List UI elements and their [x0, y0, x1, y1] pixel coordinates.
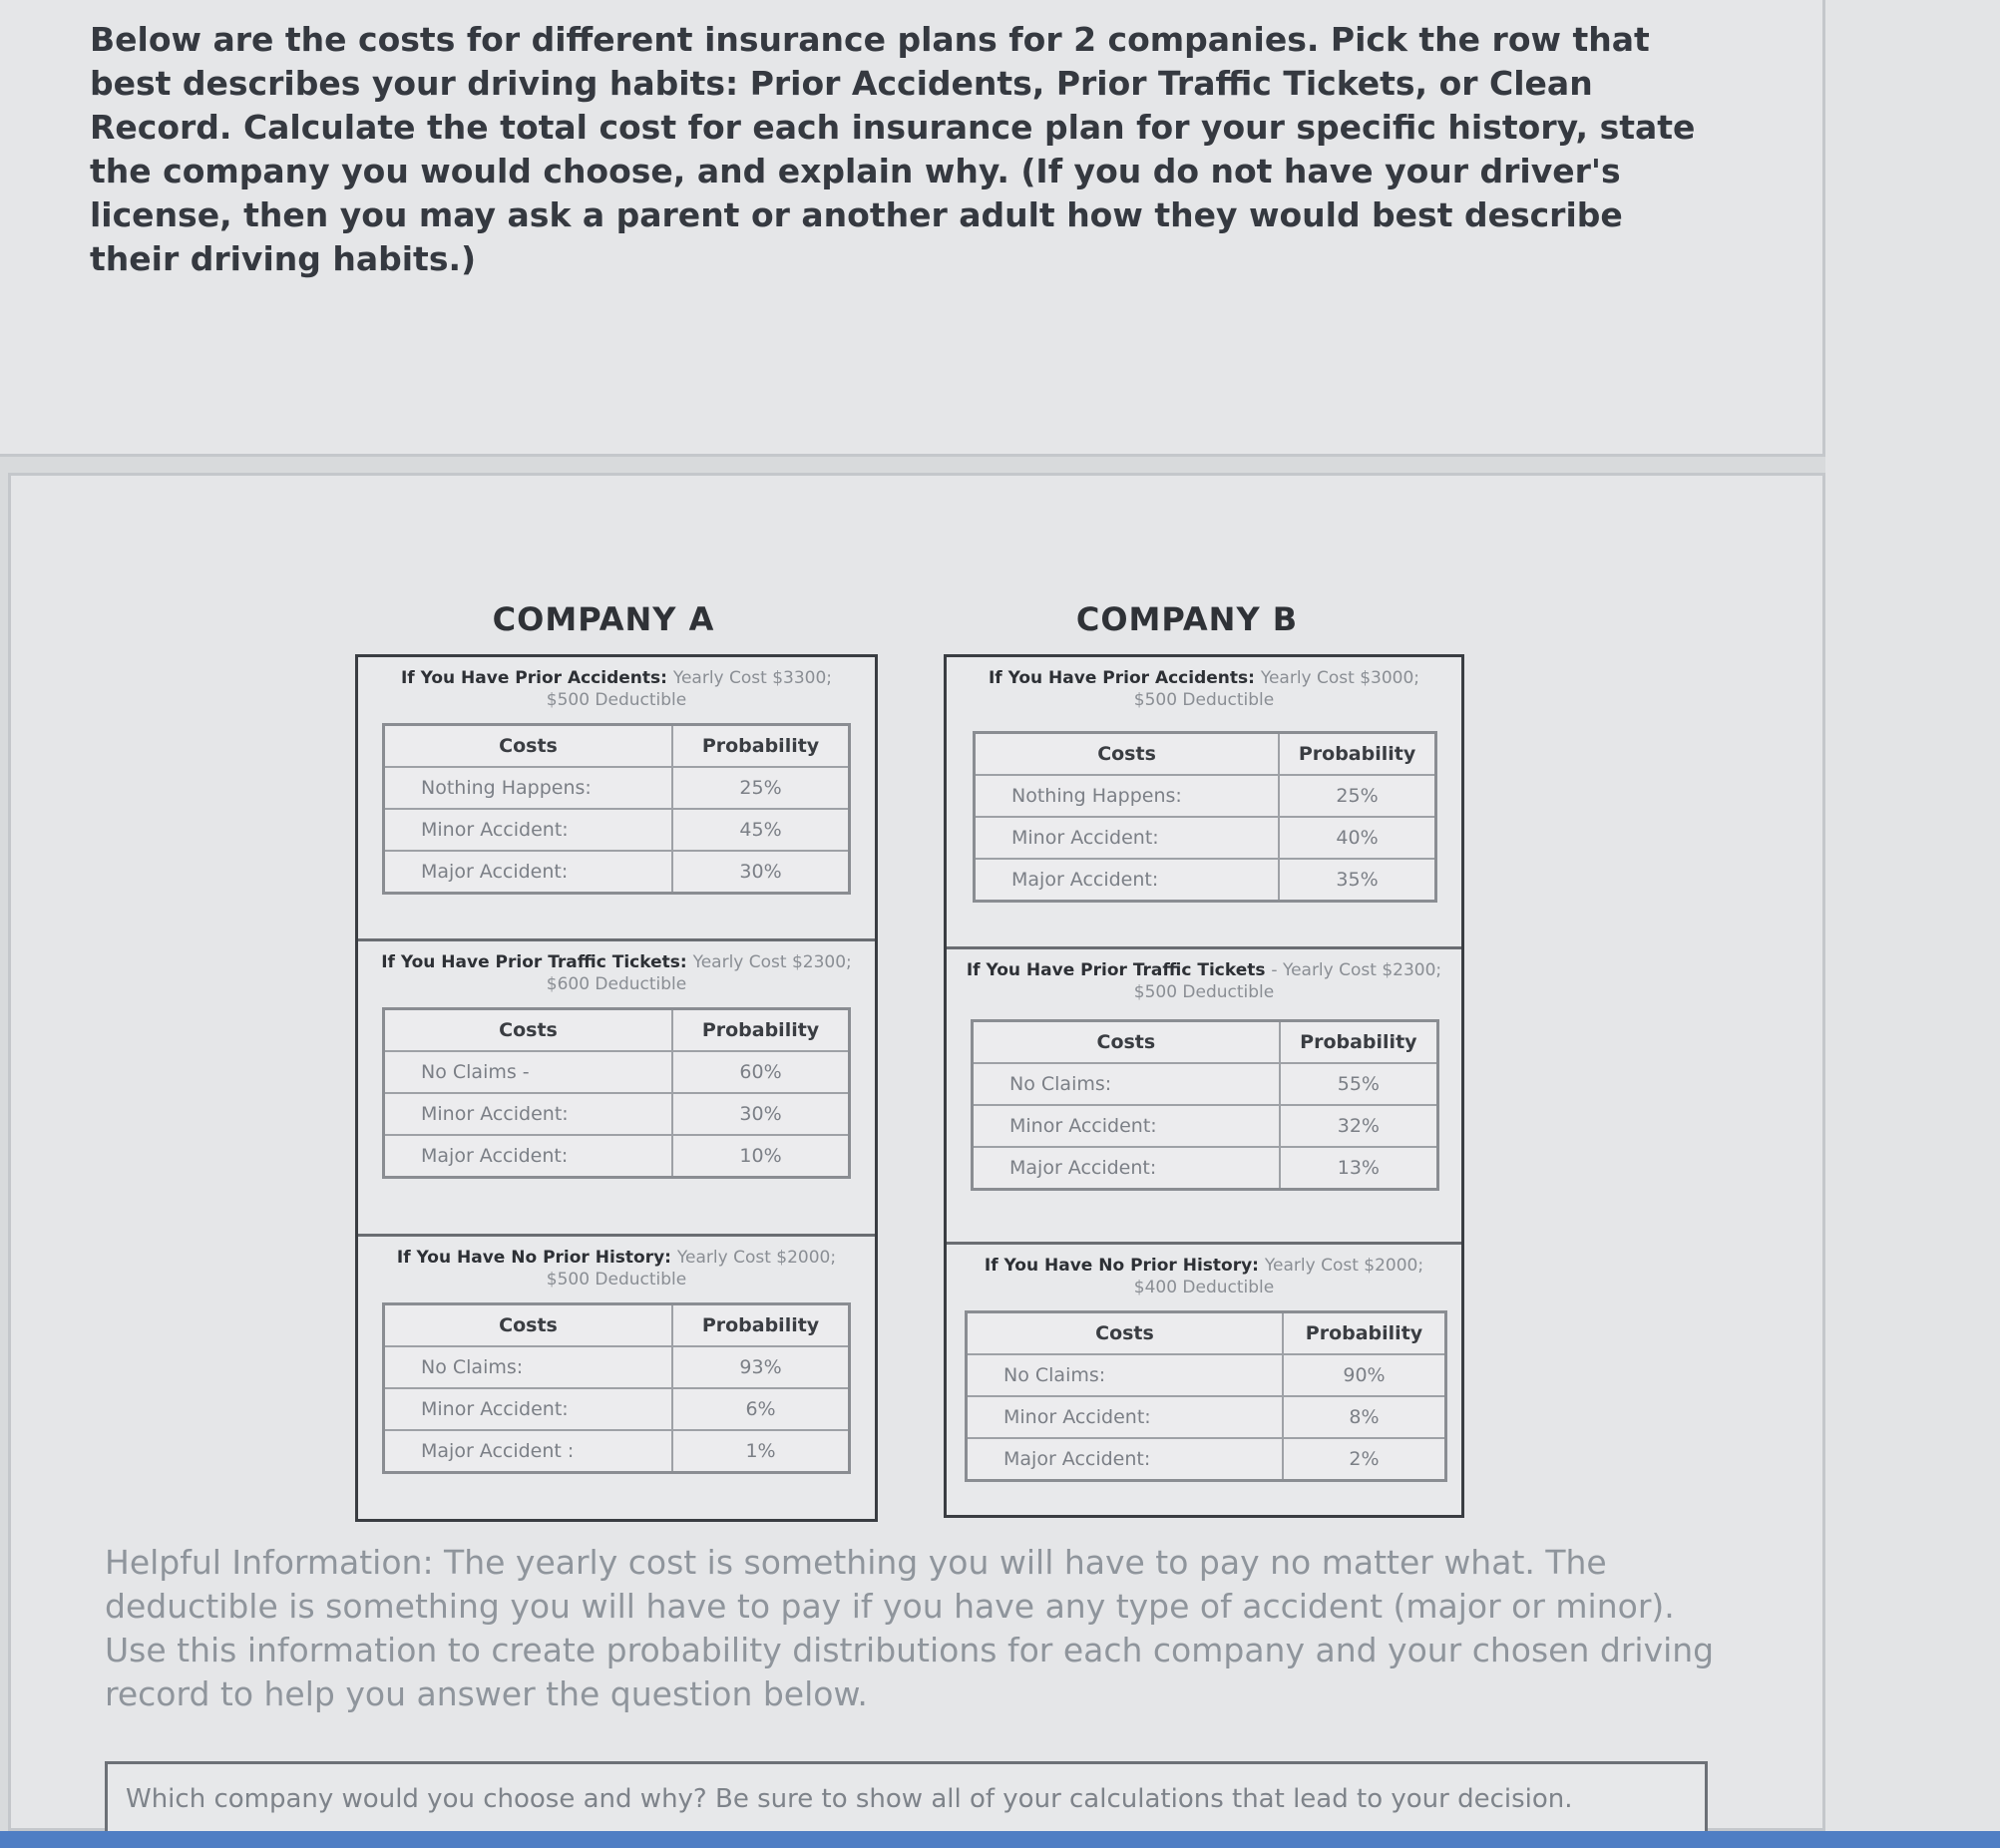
block-header: If You Have Prior Accidents: Yearly Cost $3000; $500 Deductible [988, 668, 1420, 710]
company-a-no-history [358, 1234, 875, 1519]
helpful-information: Helpful Information: The yearly cost is something you will have to pay no matter what. The deductible is something you will have to pay if you have any type of accident (major or minor). Use this information to create probability distributions for each company and your chosen driving record to help you answer the question below. [105, 1543, 1715, 1713]
table-row: No Claims: 90% [967, 1354, 1446, 1396]
table-row: Minor Accident: 40% [975, 817, 1436, 859]
table-row: Major Accident: 10% [384, 1135, 850, 1178]
company-a-box [355, 654, 878, 1522]
company-b-title: COMPANY B [1075, 600, 1299, 638]
col-header-costs: Costs [973, 1021, 1280, 1064]
block-header: If You Have No Prior History: Yearly Cost $2000; $500 Deductible [396, 1248, 837, 1290]
company-a-prior-tickets [358, 938, 875, 1234]
table-row: Minor Accident: 32% [973, 1105, 1438, 1147]
col-header-probability: Probability [672, 1304, 849, 1347]
block-header: If You Have Prior Traffic Tickets - Yearly Cost $2300; $500 Deductible [966, 960, 1442, 1002]
table-row: Minor Accident: 8% [967, 1396, 1446, 1438]
table-row: Minor Accident: 30% [384, 1093, 850, 1135]
col-header-probability: Probability [1279, 733, 1435, 776]
plan-table [971, 1019, 1439, 1191]
col-header-costs: Costs [384, 1009, 673, 1052]
table-row: Major Accident: 35% [975, 859, 1436, 902]
plan-table [382, 1302, 851, 1474]
col-header-probability: Probability [1280, 1021, 1438, 1064]
col-header-costs: Costs [384, 725, 673, 768]
table-row: Major Accident: 30% [384, 851, 850, 894]
company-b-no-history [947, 1242, 1461, 1515]
col-header-probability: Probability [672, 725, 849, 768]
table-row: Major Accident: 13% [973, 1147, 1438, 1190]
block-header: If You Have Prior Accidents: Yearly Cost $3300; $500 Deductible [400, 668, 833, 710]
answer-placeholder: Which company would you choose and why? Be sure to show all of your calculations that lead to your decision. [126, 1784, 1573, 1814]
prompt-panel [0, 0, 1825, 457]
block-header: If You Have No Prior History: Yearly Cost $2000; $400 Deductible [984, 1256, 1424, 1297]
table-row: Nothing Happens: 25% [384, 767, 850, 809]
col-header-probability: Probability [672, 1009, 849, 1052]
col-header-costs: Costs [975, 733, 1280, 776]
table-row: No Claims: 93% [384, 1346, 850, 1388]
table-row: Major Accident : 1% [384, 1430, 850, 1473]
prompt-text: Below are the costs for different insurance plans for 2 companies. Pick the row that best describes your driving habits: Prior Accidents, Prior Traffic Tickets, or Clean Record. Calculate the total cost for each insurance plan for your specific history, state the company you would choose, and explain why. (If you do not have your driver's license, then you may ask a parent or another adult how they would best describe their driving habits.) [90, 20, 1696, 278]
company-a-prior-accidents [358, 657, 875, 938]
bottom-bar [0, 1831, 2000, 1848]
table-row: Minor Accident: 45% [384, 809, 850, 851]
answer-field[interactable] [105, 1761, 1708, 1837]
table-row: Nothing Happens: 25% [975, 775, 1436, 817]
col-header-costs: Costs [967, 1312, 1283, 1355]
plan-table [382, 723, 851, 895]
plan-table [382, 1007, 851, 1179]
company-b-box [944, 654, 1464, 1518]
right-margin [1825, 0, 2000, 1848]
table-row: Major Accident: 2% [967, 1438, 1446, 1481]
col-header-probability: Probability [1283, 1312, 1446, 1355]
company-b-prior-accidents [947, 657, 1461, 946]
table-row: Minor Accident: 6% [384, 1388, 850, 1430]
table-row: No Claims: 55% [973, 1063, 1438, 1105]
plan-table [973, 731, 1437, 903]
plan-table [965, 1310, 1447, 1482]
col-header-costs: Costs [384, 1304, 673, 1347]
company-b-prior-tickets [947, 946, 1461, 1242]
table-row: No Claims - 60% [384, 1051, 850, 1093]
block-header: If You Have Prior Traffic Tickets: Yearly Cost $2300; $600 Deductible [381, 952, 852, 994]
company-a-title: COMPANY A [492, 600, 715, 638]
